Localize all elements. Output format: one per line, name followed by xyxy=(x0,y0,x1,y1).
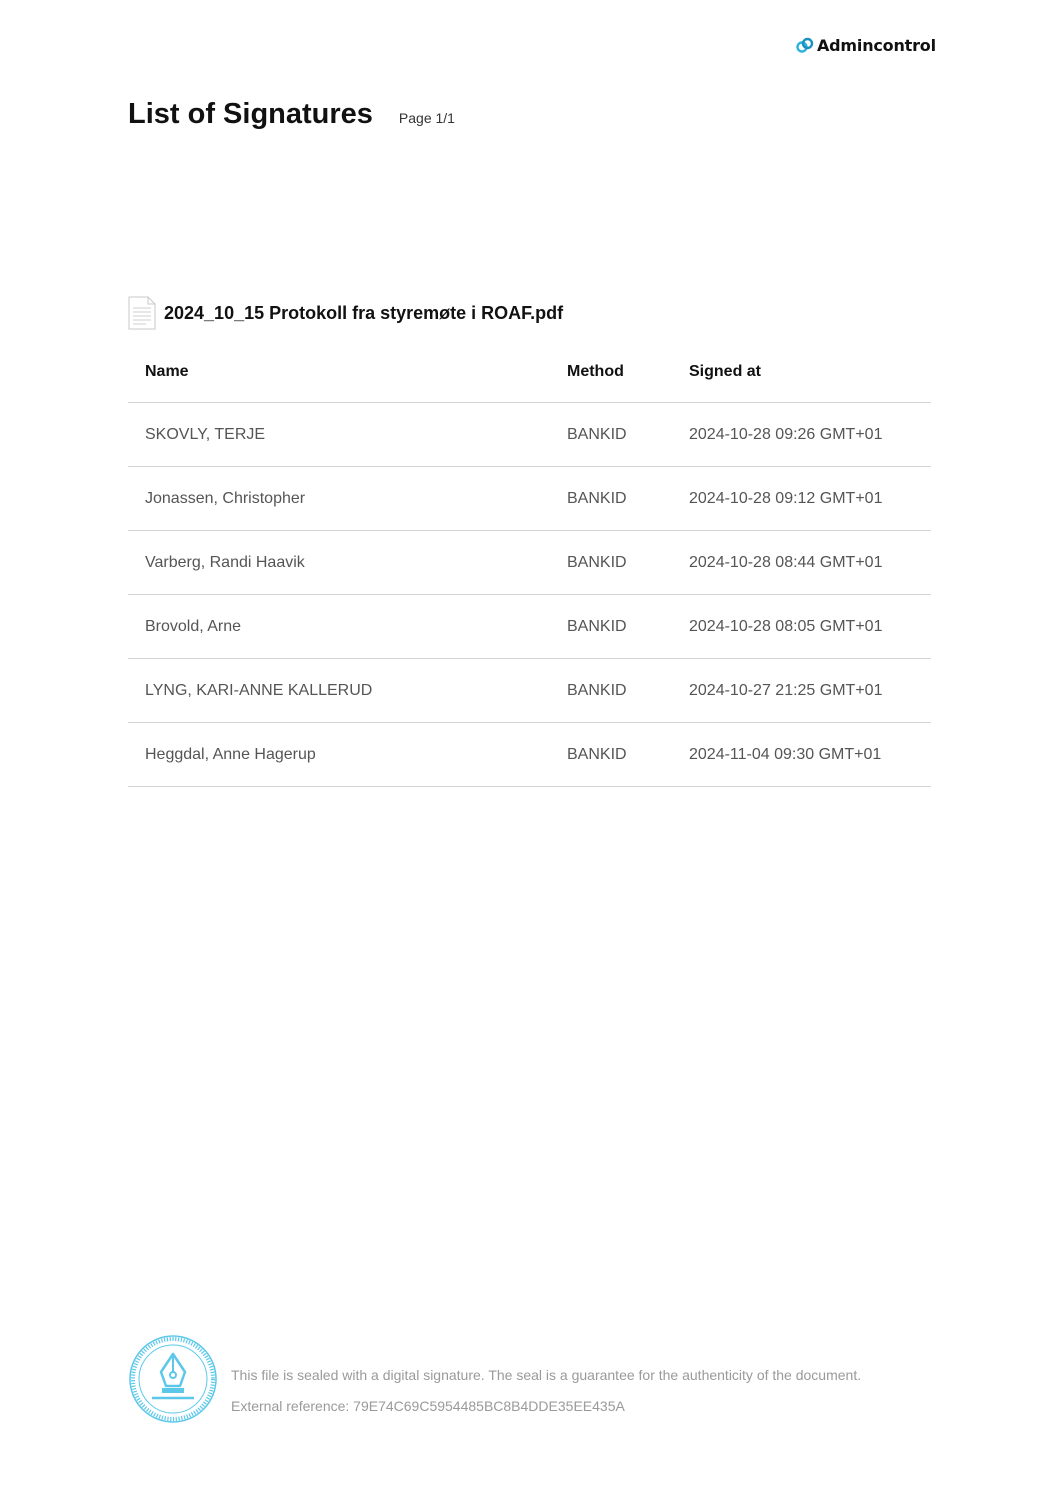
table-row xyxy=(128,403,931,467)
table-row xyxy=(128,595,931,659)
title-row xyxy=(128,98,455,131)
column-header-name: Name xyxy=(128,342,567,403)
signed-at: 2024-10-28 08:44 GMT+01 xyxy=(689,531,931,595)
signatures-table xyxy=(128,342,931,787)
seal-notice: This file is sealed with a digital signature. The seal is a guarantee for the authenticity of the document. xyxy=(231,1367,862,1383)
signing-method: BANKID xyxy=(567,595,689,659)
signing-method: BANKID xyxy=(567,659,689,723)
signed-at: 2024-10-27 21:25 GMT+01 xyxy=(689,659,931,723)
signing-method: BANKID xyxy=(567,531,689,595)
table-row xyxy=(128,467,931,531)
table-row xyxy=(128,723,931,787)
signer-name: SKOVLY, TERJE xyxy=(128,403,567,467)
column-header-signed-at: Signed at xyxy=(689,342,931,403)
signer-name: LYNG, KARI-ANNE KALLERUD xyxy=(128,659,567,723)
admincontrol-logo-icon xyxy=(796,37,814,55)
signer-name: Varberg, Randi Haavik xyxy=(128,531,567,595)
signing-method: BANKID xyxy=(567,467,689,531)
signed-at: 2024-11-04 09:30 GMT+01 xyxy=(689,723,931,787)
page-title: List of Signatures xyxy=(128,98,373,130)
signing-method: BANKID xyxy=(567,403,689,467)
column-header-method: Method xyxy=(567,342,689,403)
table-row xyxy=(128,531,931,595)
brand-logo xyxy=(796,36,936,55)
signer-name: Jonassen, Christopher xyxy=(128,467,567,531)
signed-at: 2024-10-28 09:12 GMT+01 xyxy=(689,467,931,531)
external-reference: External reference: 79E74C69C5954485BC8B4DDE35EE435A xyxy=(231,1398,625,1414)
logo-text: Admincontrol xyxy=(817,36,936,55)
document-filename: 2024_10_15 Protokoll fra styremøte i ROAF.pdf xyxy=(164,302,564,323)
table-row xyxy=(128,659,931,723)
document-icon xyxy=(128,296,156,330)
document-heading xyxy=(128,296,563,330)
signed-at: 2024-10-28 08:05 GMT+01 xyxy=(689,595,931,659)
digital-seal-icon xyxy=(128,1334,218,1424)
signing-method: BANKID xyxy=(567,723,689,787)
signed-at: 2024-10-28 09:26 GMT+01 xyxy=(689,403,931,467)
signer-name: Brovold, Arne xyxy=(128,595,567,659)
table-header-row xyxy=(128,342,931,403)
signer-name: Heggdal, Anne Hagerup xyxy=(128,723,567,787)
page-number: Page 1/1 xyxy=(398,110,455,126)
